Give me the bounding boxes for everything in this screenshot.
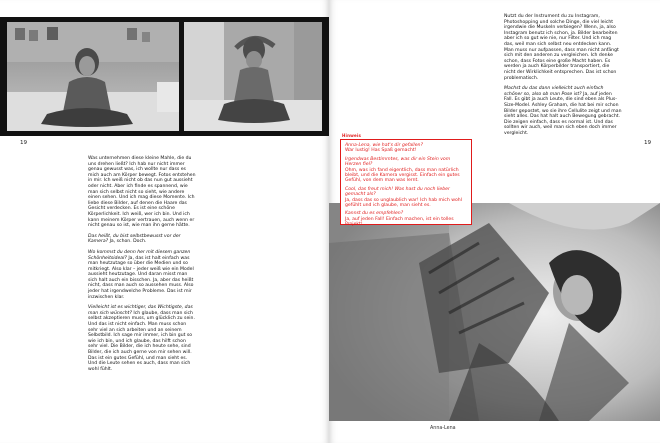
- left-page: [0, 0, 329, 443]
- paragraph: [88, 305, 196, 372]
- interview-answer: Was unternehmen diese kleine Mahle, die du uns drehen ließt? Ich hab nur nicht immer genau gewusst was, ich wollte nur dass es mich auch am Körper bewegt. Fotos entstehen in mir. Ich weiß nicht ob das nun gut aussieht oder nicht. Aber ich finde es spannend, wie man sich selbst nicht so sieht, wie andere einen sehen. Und ich mag diese Momente. Ich liebe diese Bilder, auf denen die Haare das Gesicht verdecken. Es ist eine schöne Körperlichkeit. Ich weiß, wer ich bin. Und ich kann meinem Körper vertrauen, auch wenn er nicht genau so ist, wie man ihn gerne hätte.: [88, 156, 196, 229]
- interview-answer: Ich glaube, dass man sich selbst akzeptieren muss, um glücklich zu sein. Und das ist nicht einfach. Man muss schon sehr viel an sich arbeiten und an seinem Selbstbild. Ich sage mir immer, ich bin gut so wie ich bin, und ich glaube, das hilft schon sehr viel. Die Bilder, die ich heute sehe, sind Bilder, die ich auch gerne von mir sehen will. Das ist ein gutes Gefühl, und man sieht es. Und die Leute sehen es auch, dass man sich wohl fühlt.: [88, 310, 195, 372]
- film-strip: [0, 17, 329, 136]
- interview-question: Vielleicht ist es wichtiger, das Wichtigste, das man sich wünscht?: [88, 305, 193, 316]
- interview-answer: Ja, das ist halt einfach was man heutzutage so über die Medien und so mitkriegt. Also klar – jeder weiß wie ein Model aussieht heutzutage. Und daran misst man sich halt auch ein bisschen. Ja, aber das heißt nicht, dass man auch so aussehen muss. Also jeder hat irgendwelche Probleme. Das ist mir inzwischen klar.: [88, 255, 194, 300]
- interview-answer: Ja, schon. Doch.: [109, 239, 147, 245]
- paragraph: [504, 86, 622, 136]
- photo-sitting-on-bed: [7, 22, 179, 131]
- paragraph: [88, 250, 196, 300]
- paragraph: [504, 14, 622, 81]
- interview-answer: Nutzt du der Instrument du zu Instagram, Photoshopping und solche Dinge, die viel leicht irgendwie die Muskeln verbiegen? Wenn, ja, also Instagram benutz ich schon, ja. Bilder bearbeiten aber ich so gut wie nie, nur Filter. Und ich mag das, weil man sich selbst neu entdecken kann. Man muss nur aufpassen, dass man nicht anfängt sich mit den anderen zu vergleichen. Ich denke schon, dass Fotos eine große Macht haben. Es werden ja auch Körperbilder transportiert, die nicht der Wirklichkeit entsprechen. Das ist schon problematisch.: [504, 14, 619, 81]
- red-box-question: Anna-Lena, wie hat's dir gefallen?: [345, 143, 423, 148]
- right-column-1: [504, 14, 622, 141]
- photo-anna-lena-portrait: [329, 203, 660, 421]
- red-box-entry: [345, 157, 467, 184]
- red-box-question: Kannst du es empfehlen?: [345, 211, 404, 217]
- red-box-question: Cool, das freut mich! Was hast du noch lieber gemacht als?: [345, 186, 450, 198]
- interview-answer: Ja, auf jeden Fall. Es gibt ja auch Leute, die sind eben als Plus-Size-Model. Ashley Graham, die hat bei mir schon Bilder gepostet, wo sie ihre Cellulite zeigt und man sieht alles. Das hat halt auch Bewegung gebracht. Die zeigen einfach, dass es normal ist. Und das sollten wir auch, weil man sich eben doch immer vergleicht.: [504, 91, 622, 136]
- red-box-question: Irgendwas Bestimmtes, was dir ein Stein vom Herzen fiel?: [345, 156, 451, 168]
- interview-question: Das heißt, du bist selbstbewusst vor der Kamera?: [88, 233, 181, 245]
- red-box-entry: [345, 211, 467, 227]
- red-box-entry: [345, 187, 467, 209]
- red-box-entry: [345, 143, 467, 154]
- red-box-answer: Ja, auf jeden Fall! Einfach machen, ist ein tolles Projekt!: [345, 216, 454, 228]
- left-column-2: [88, 156, 196, 377]
- paragraph: [88, 156, 196, 229]
- interview-question: Wo kommst du denn her mit diesem ganzen Schönheitsideal?: [88, 249, 191, 261]
- interview-question: Machst du das dann vielleicht auch einfach schöner so, also ob man Pose ist?: [504, 86, 604, 97]
- red-box-answer: War lustig! Has Spaß gemacht!: [345, 148, 417, 154]
- page-number-left: 19: [20, 140, 28, 146]
- paragraph: [88, 234, 196, 245]
- red-box-answer: Ohm, was ich fand eigentlich, dass man natürlich bleibt, und die Kamera vergisst. Einfach ein gutes Gefühl, von dem man was lernt.: [345, 167, 460, 184]
- red-box-answer: Ja, dass das so unglaublich war! Ich hab mich wohl gefühlt und ich glaube, man sieht es.: [345, 197, 462, 209]
- red-box-label: Hinweis: [342, 133, 362, 138]
- red-interview-box: [340, 139, 472, 228]
- photo-caption: Anna-Lena: [430, 426, 456, 431]
- page-number-right: 19: [644, 140, 652, 146]
- photo-hair-up: [184, 22, 322, 131]
